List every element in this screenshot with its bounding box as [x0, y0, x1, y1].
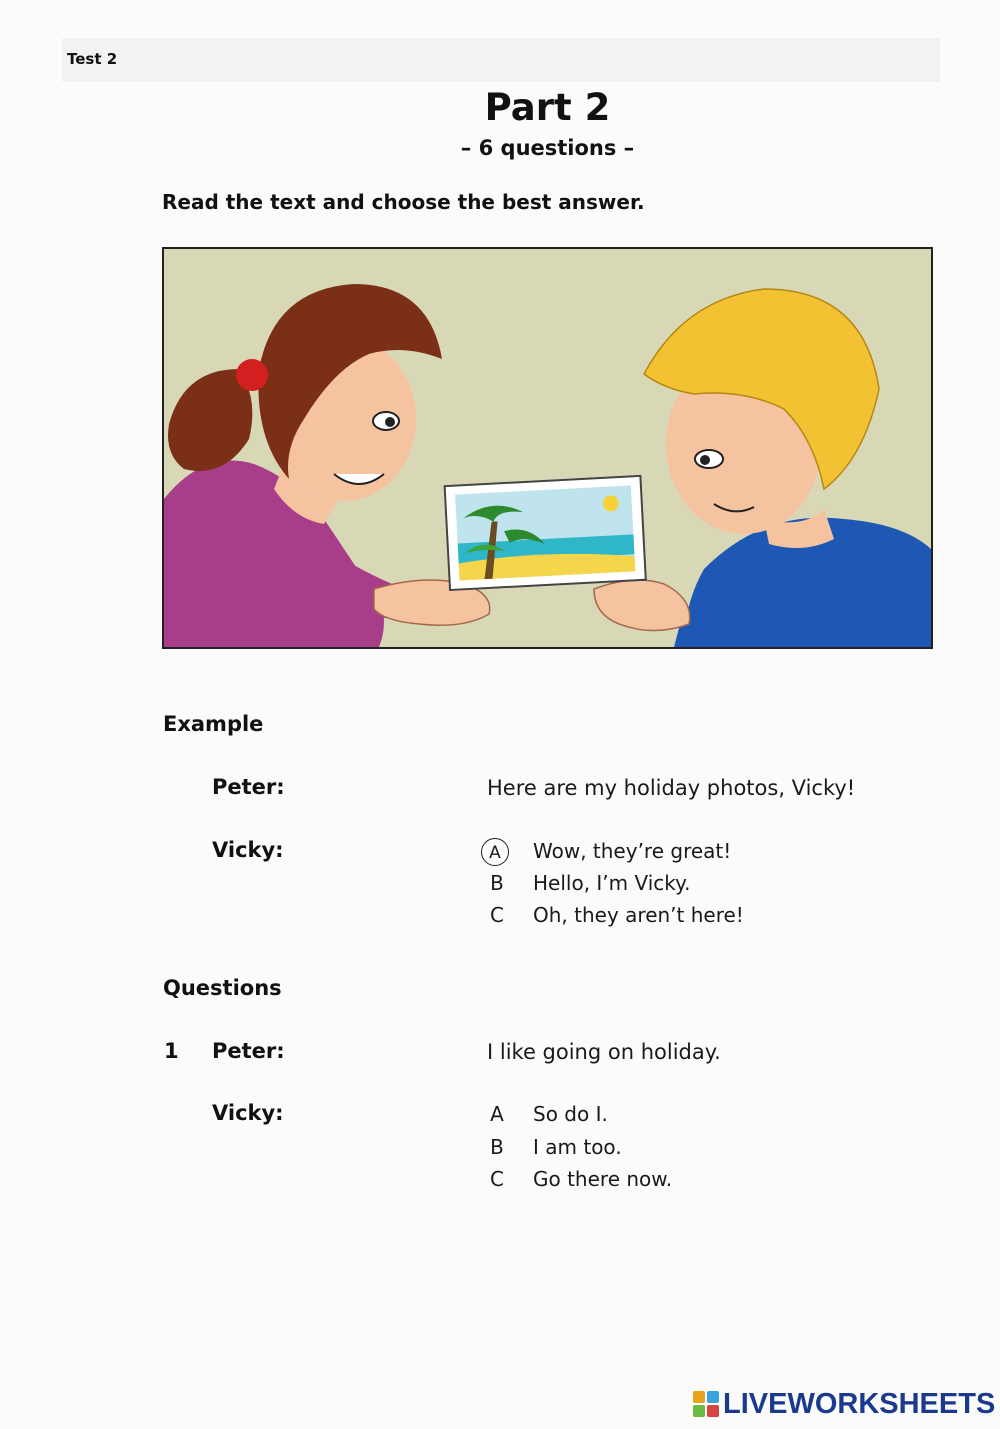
example-heading: Example	[163, 712, 264, 736]
example-option-c-text: Oh, they aren’t here!	[533, 903, 744, 927]
page-subtitle: – 6 questions –	[460, 136, 635, 160]
children-photo-illustration	[162, 247, 933, 649]
example-option-a-text: Wow, they’re great!	[533, 839, 732, 863]
header-band	[62, 38, 940, 82]
liveworksheets-text: LIVEWORKSHEETS	[723, 1387, 996, 1420]
questions-heading: Questions	[163, 976, 282, 1000]
question-1-option-a-text: So do I.	[533, 1102, 608, 1126]
test-label: Test 2	[67, 50, 118, 68]
question-1-speaker-vicky: Vicky:	[212, 1101, 284, 1125]
question-1-option-a-letter[interactable]: A	[490, 1102, 504, 1126]
liveworksheets-mark-icon	[693, 1391, 719, 1417]
liveworksheets-logo	[693, 1388, 995, 1420]
instruction-text: Read the text and choose the best answer.	[162, 190, 645, 214]
example-option-c-letter[interactable]: C	[490, 903, 504, 927]
question-number: 1	[164, 1039, 179, 1063]
page-title: Part 2	[484, 86, 611, 129]
example-speaker-peter: Peter:	[212, 775, 285, 799]
question-1-option-c-letter[interactable]: C	[490, 1167, 504, 1191]
example-option-b-text: Hello, I’m Vicky.	[533, 871, 691, 895]
question-1-option-c-text: Go there now.	[533, 1167, 673, 1191]
question-1-speaker-peter: Peter:	[212, 1039, 285, 1063]
example-line: Here are my holiday photos, Vicky!	[487, 776, 856, 800]
example-option-a-letter[interactable]: A	[481, 838, 509, 866]
example-option-b-letter[interactable]: B	[490, 871, 504, 895]
question-1-option-b-text: I am too.	[533, 1135, 622, 1159]
question-1-option-b-letter[interactable]: B	[490, 1135, 504, 1159]
question-1-line: I like going on holiday.	[487, 1040, 721, 1064]
example-speaker-vicky: Vicky:	[212, 838, 284, 862]
